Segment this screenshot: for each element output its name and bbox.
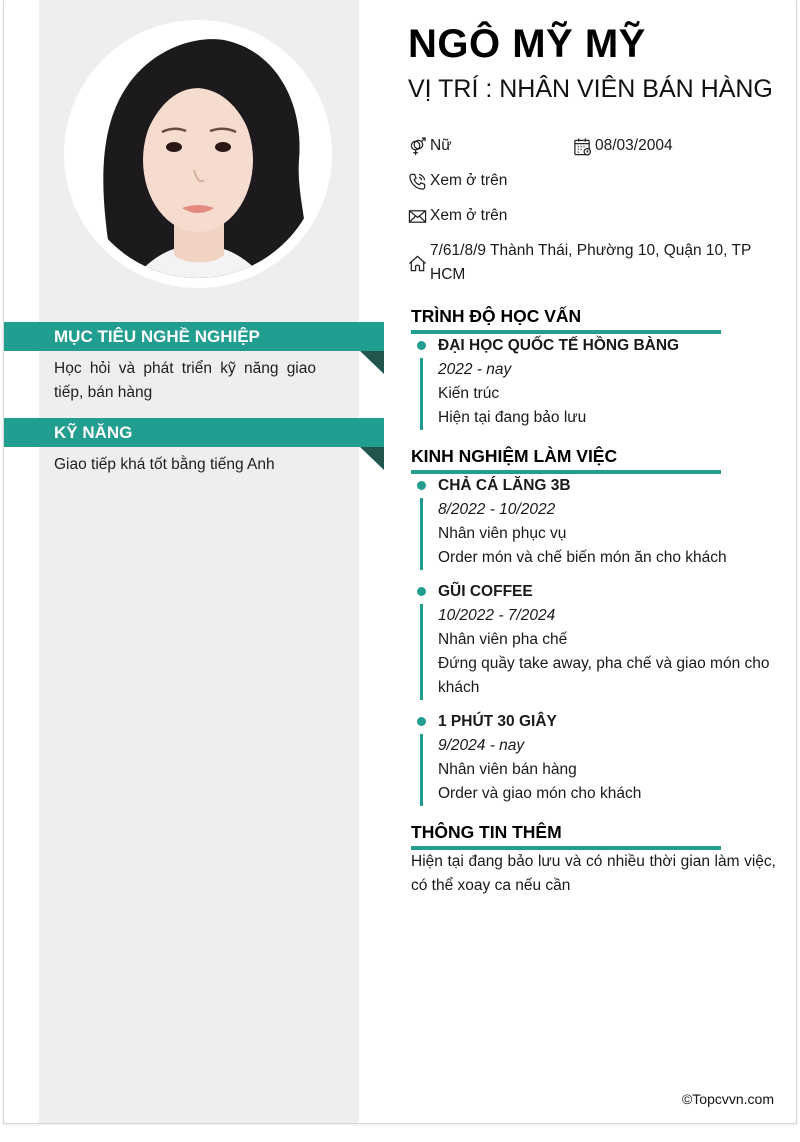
education-section-header: TRÌNH ĐỘ HỌC VẤN [411, 305, 721, 334]
job-position: VỊ TRÍ : NHÂN VIÊN BÁN HÀNG [408, 75, 773, 103]
timeline-dot [417, 481, 426, 490]
timeline-dot [417, 587, 426, 596]
phone-value: Xem ở trên [430, 172, 508, 189]
timeline-line [420, 498, 423, 570]
timeline-line [420, 358, 423, 430]
copyright-text: ©Topcvvn.com [681, 1091, 774, 1107]
education-note: Hiện tại đang bảo lưu [438, 409, 587, 426]
experience-item [438, 580, 778, 700]
avatar-frame [64, 20, 332, 288]
education-major: Kiến trúc [438, 385, 500, 402]
gender-row [408, 134, 452, 158]
company-name: 1 PHÚT 30 GIÂY [438, 713, 557, 730]
objective-section-header: MỤC TIÊU NGHỀ NGHIỆP [4, 322, 384, 351]
job-role: Nhân viên bán hàng [438, 761, 577, 778]
job-description: Order món và chế biến món ăn cho khách [438, 549, 727, 566]
job-period: 8/2022 - 10/2022 [438, 501, 556, 518]
candidate-name: NGÔ MỸ MỸ [408, 22, 646, 66]
additional-info-text: Hiện tại đang bảo lưu và có nhiều thời gian làm việc, có thể xoay ca nếu cần [411, 853, 776, 894]
avatar [74, 30, 322, 278]
objective-text: Học hỏi và phát triển kỹ năng giao tiếp, bán hàng [54, 360, 316, 401]
job-period: 9/2024 - nay [438, 737, 525, 754]
address-row [408, 239, 768, 287]
job-period: 10/2022 - 7/2024 [438, 607, 556, 624]
experience-section-header: KINH NGHIỆM LÀM VIỆC [411, 445, 721, 474]
job-role: Nhân viên phục vụ [438, 525, 567, 542]
skills-section-header: KỸ NĂNG [4, 418, 384, 447]
gender-value: Nữ [430, 137, 452, 154]
company-name: GŨI COFFEE [438, 583, 533, 600]
calendar-icon [573, 134, 595, 158]
education-period: 2022 - nay [438, 361, 512, 378]
phone-row [408, 169, 507, 193]
birthday-value: 08/03/2004 [595, 137, 673, 154]
portrait-image [74, 30, 322, 278]
experience-item [438, 710, 778, 806]
job-description: Order và giao món cho khách [438, 785, 642, 802]
home-icon [408, 239, 430, 287]
banner-fold-decoration [360, 351, 384, 374]
timeline-dot [417, 717, 426, 726]
experience-item [438, 474, 778, 570]
school-name: ĐẠI HỌC QUỐC TẾ HỒNG BÀNG [438, 337, 680, 354]
company-name: CHẢ CÁ LĂNG 3B [438, 477, 571, 494]
timeline-line [420, 734, 423, 806]
birthday-row [573, 134, 673, 158]
mail-icon [408, 204, 430, 228]
email-row [408, 204, 507, 228]
skills-text: Giao tiếp khá tốt bằng tiếng Anh [54, 456, 275, 473]
additional-info-section-header: THÔNG TIN THÊM [411, 821, 721, 850]
phone-icon [408, 169, 430, 193]
timeline-dot [417, 341, 426, 350]
gender-icon [408, 134, 430, 158]
job-description: Đứng quầy take away, pha chế và giao món cho khách [438, 655, 770, 696]
email-value: Xem ở trên [430, 207, 508, 224]
timeline-line [420, 604, 423, 700]
address-value: 7/61/8/9 Thành Thái, Phường 10, Quận 10, TP HCM [430, 242, 752, 283]
job-role: Nhân viên pha chế [438, 631, 568, 648]
banner-fold-decoration [360, 447, 384, 470]
education-item [438, 334, 778, 430]
